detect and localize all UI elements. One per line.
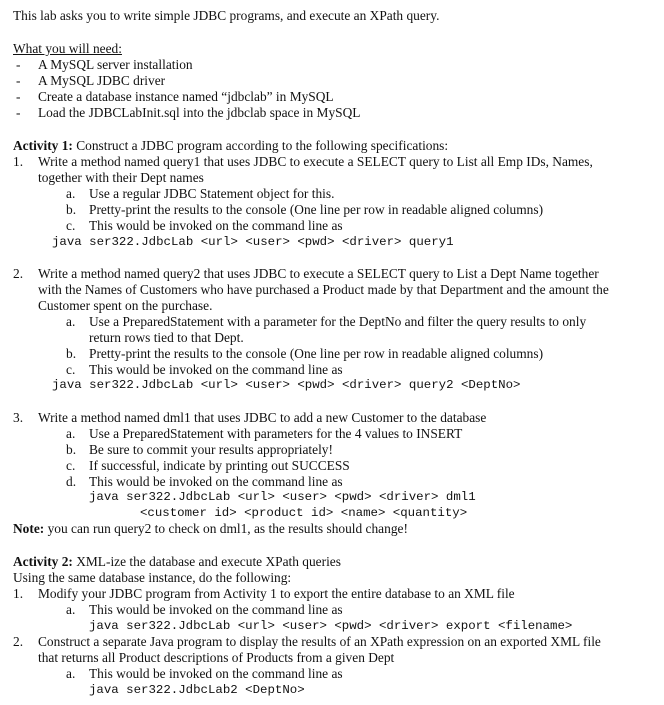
a2-q2-line: Construct a separate Java program to display the results of an XPath expression on an exported XML file [38,634,601,649]
bullet-dash: - [16,89,21,104]
activity2-title: Activity 2: [13,554,73,569]
sub-letter: a. [66,602,76,617]
q3-sub: This would be invoked on the command line as [89,474,343,489]
q3-sub: Be sure to commit your results appropriately! [89,442,333,457]
need-heading: What you will need: [13,41,122,56]
note [13,521,408,537]
q2-sub: Pretty-print the results to the console (One line per row in readable aligned columns) [89,346,544,361]
q1-command: java ser322.JdbcLab <url> <user> <pwd> <driver> query1 [52,235,454,249]
need-item: A MySQL server installation [38,57,193,72]
q2-line: Write a method named query2 that uses JDBC to execute a SELECT query to List a Dept Name together [38,266,599,281]
bullet-dash: - [16,73,21,88]
note-label: Note: [13,521,45,536]
a2-q1-sub: This would be invoked on the command line as [89,602,343,617]
q3-sub: Use a PreparedStatement with parameters for the 4 values to INSERT [89,426,463,441]
sub-letter: c. [66,458,76,473]
sub-letter: a. [66,666,76,681]
q2-line: with the Names of Customers who have purchased a Product made by that Department and the amount the [38,282,609,297]
list-number: 3. [13,410,24,425]
activity2-intro: Using the same database instance, do the following: [13,570,292,585]
activity2-heading [13,554,341,570]
sub-letter: a. [66,314,76,329]
activity1-heading [13,138,448,154]
list-number: 1. [13,154,24,169]
activity1-title-rest: Construct a JDBC program according to the following specifications: [72,138,449,153]
q3-command-args: <customer id> <product id> <name> <quantity> [140,506,468,520]
need-item: Create a database instance named “jdbclab” in MySQL [38,89,334,104]
activity2-title-rest: XML-ize the database and execute XPath queries [72,554,341,569]
a2-q2-command: java ser322.JdbcLab2 <DeptNo> [89,683,305,697]
sub-letter: c. [66,218,76,233]
activity1-title: Activity 1: [13,138,73,153]
list-number: 2. [13,266,24,281]
need-item: Load the JDBCLabInit.sql into the jdbclab space in MySQL [38,105,361,120]
sub-letter: d. [66,474,77,489]
a2-q2-sub: This would be invoked on the command line as [89,666,343,681]
q3-line: Write a method named dml1 that uses JDBC to add a new Customer to the database [38,410,487,425]
bullet-dash: - [16,105,21,120]
bullet-dash: - [16,57,21,72]
q2-command: java ser322.JdbcLab <url> <user> <pwd> <driver> query2 <DeptNo> [52,378,521,392]
sub-letter: a. [66,426,76,441]
q1-sub: Use a regular JDBC Statement object for this. [89,186,335,201]
list-number: 2. [13,634,24,649]
sub-letter: b. [66,442,77,457]
q2-line: Customer spent on the purchase. [38,298,213,313]
sub-letter: b. [66,346,77,361]
q2-sub: This would be invoked on the command line as [89,362,343,377]
q2-sub: Use a PreparedStatement with a parameter for the DeptNo and filter the query results to only [89,314,587,329]
note-text: you can run query2 to check on dml1, as the results should change! [44,521,408,536]
a2-q1-command: java ser322.JdbcLab <url> <user> <pwd> <driver> export <filename> [89,619,573,633]
need-item: A MySQL JDBC driver [38,73,166,88]
sub-letter: b. [66,202,77,217]
a2-q2-line: that returns all Product descriptions of Products from a given Dept [38,650,395,665]
q1-sub: This would be invoked on the command line as [89,218,343,233]
list-number: 1. [13,586,24,601]
sub-letter: c. [66,362,76,377]
q1-line: Write a method named query1 that uses JDBC to execute a SELECT query to List all Emp IDs, Names, [38,154,593,169]
intro-text: This lab asks you to write simple JDBC programs, and execute an XPath query. [13,8,440,23]
a2-q1-line: Modify your JDBC program from Activity 1 to export the entire database to an XML file [38,586,515,601]
sub-letter: a. [66,186,76,201]
q1-line: together with their Dept names [38,170,204,185]
q3-sub: If successful, indicate by printing out SUCCESS [89,458,350,473]
q2-sub: return rows tied to that Dept. [89,330,244,345]
q3-command: java ser322.JdbcLab <url> <user> <pwd> <driver> dml1 [89,490,476,504]
q1-sub: Pretty-print the results to the console (One line per row in readable aligned columns) [89,202,544,217]
